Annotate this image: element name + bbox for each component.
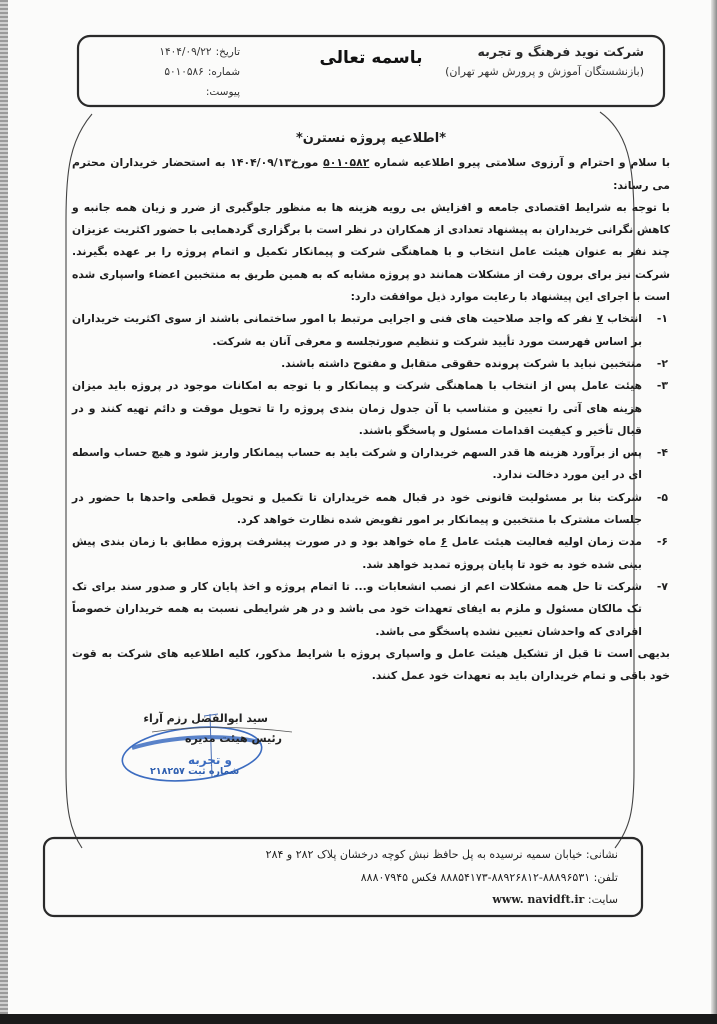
website-line xyxy=(492,893,618,906)
item-number: ۷- xyxy=(656,579,668,593)
item-number: ۵- xyxy=(656,490,668,504)
address-text: خیابان سمیه نرسیده به پل حافظ نبش کوچه درخشان پلاک ۲۸۲ و ۲۸۴ xyxy=(265,848,583,861)
item-text xyxy=(72,308,642,353)
signatory-name: سید ابوالفضل رزم آراء xyxy=(143,712,268,725)
letter-meta xyxy=(90,42,240,102)
main-paragraph: با توجه به شرایط اقتصادی جامعه و افزایش بی رویه هزینه ها به منظور جلوگیری از ضرر و زیان همه جانبه و کاهش نگرانی خریداران به پیشنهاد تعدادی از همکاران در نظر است با برگزاری گردهمایی با حضور اکثریت عزیزان چند نفر به عنوان هیئت عامل انتخاب و با هماهنگی شرکت و پیمانکار تکمیل و اتمام پروژه را بر عهده بگیرند. شرکت نیز برای برون رفت از مشکلات همانند دو پروژه مشابه که به همین طریق به منتخبین اعضاء واسپاری شده است با اجرای این پیشنهاد با رعایت موارد ذیل موافقت دارد: xyxy=(72,200,670,304)
address-line xyxy=(266,848,618,861)
intro-after: مورخ۱۴۰۴/۰۹/۱۳ به استحضار خریداران محترم می رساند: xyxy=(72,156,670,192)
phone-line xyxy=(361,871,618,884)
date-row xyxy=(90,42,240,62)
list-item xyxy=(72,487,670,532)
number-label: شماره: xyxy=(207,66,240,78)
letter-body xyxy=(72,128,670,687)
attachment-row xyxy=(90,82,240,102)
basmala-heading: باسمه تعالی xyxy=(319,48,423,68)
conditions-list xyxy=(72,308,670,642)
list-item xyxy=(72,442,670,487)
closing-paragraph: بدیهی است تا قبل از تشکیل هیئت عامل و واسپاری پروژه با شرایط مذکور، کلیه اطلاعیه های شرکت به قوت خود باقی و تمام خریداران باید به تعهدات خود عمل کنند. xyxy=(72,646,670,683)
fax-number: ۸۸۸۰۷۹۴۵ xyxy=(360,871,409,884)
company-subtitle: (بازنشستگان آموزش و پرورش شهر تهران) xyxy=(445,65,644,78)
intro-before: با سلام و احترام و آرزوی سلامتی پیرو اطلاعیه شماره xyxy=(369,156,670,170)
item-underlined: ۶ xyxy=(440,535,448,549)
item-text-part: انتخاب xyxy=(603,312,643,326)
item-text-part: نفر که واجد صلاحیت های فنی و اجرایی مرتبط با امور ساختمانی باشند از سوی اکثریت خریداران بر اساس فهرست مورد تأیید شرکت و تنظیم صورتجلسه و معرفی آنان به شرکت. xyxy=(72,312,642,348)
attachment-label: پیوست: xyxy=(205,86,240,98)
stamp-text: و تجربه xyxy=(187,753,233,767)
item-underlined: ۷ xyxy=(596,312,604,326)
signatory-title: رئیس هیئت مدیره xyxy=(184,732,282,745)
reference-number: ۵۰۱۰۵۸۲ xyxy=(323,156,370,170)
signature-block xyxy=(92,708,302,788)
date-label: تاریخ: xyxy=(215,46,240,58)
stamp-registration-number: شماره ثبت ۲۱۸۲۵۷ xyxy=(150,766,240,777)
list-item xyxy=(72,576,670,643)
item-number: ۶- xyxy=(656,535,668,549)
number-row xyxy=(90,62,240,82)
item-number: ۳- xyxy=(656,379,668,393)
phone-numbers: ۸۸۸۹۶۵۳۱-۸۸۹۲۶۸۱۲-۸۸۸۵۴۱۷۳ xyxy=(440,871,591,884)
list-item xyxy=(72,531,670,576)
list-item xyxy=(72,375,670,442)
item-text: شرکت بنا بر مسئولیت قانونی خود در قبال همه خریداران تا تکمیل و تحویل قطعی واحدها با حضور در جلسات مشترک با منتخبین و پیمانکار بر امور تفویض شده نظارت خواهد کرد. xyxy=(72,490,642,527)
site-label: سایت: xyxy=(587,893,618,906)
scan-bottom-edge xyxy=(0,1014,717,1024)
intro-paragraph xyxy=(72,152,670,197)
letterhead-footer xyxy=(44,838,642,916)
item-text: پس از برآورد هزینه ها قدر السهم خریداران و شرکت باید به حساب پیمانکار واریز شود و هیچ حساب واسطه ای در این مورد دخالت ندارد. xyxy=(72,446,642,482)
date-value: ۱۴۰۴/۰۹/۲۲ xyxy=(159,46,212,58)
item-text xyxy=(72,531,642,576)
item-text: هیئت عامل پس از انتخاب با هماهنگی شرکت و پیمانکار و با توجه به امکانات موجود در پروژه باید میزان هزینه های آتی را تعیین و متناسب با آن جدول زمان بندی پروژه را تا تحویل موقت و دائم تهیه کنند و در قبال تأخیر و کیفیت اقدامات مسئول و پاسخگو باشند. xyxy=(72,379,642,437)
item-text-part: مدت زمان اولیه فعالیت هیئت عامل xyxy=(447,535,642,549)
list-item xyxy=(72,353,670,375)
item-number: ۴- xyxy=(656,446,668,460)
letterhead xyxy=(78,36,664,106)
address-label: نشانی: xyxy=(585,848,618,861)
website-link[interactable]: www. navidft.ir xyxy=(492,893,585,906)
item-number: ۱- xyxy=(656,312,668,326)
phone-label: تلفن: xyxy=(593,871,618,884)
number-value: ۵۰۱۰۵۸۶ xyxy=(164,66,204,78)
scan-right-edge xyxy=(711,0,717,1024)
scan-left-edge xyxy=(0,0,8,1024)
item-number: ۲- xyxy=(656,356,668,370)
announcement-title: *اطلاعیه پروژه نسترن* xyxy=(295,131,447,146)
item-text: شرکت تا حل همه مشکلات اعم از نصب انشعابات و... تا اتمام پروژه و اخذ پایان کار و صدور سند برای تک تک مالکان مسئول و ملزم به ایفای تعهدات خود می باشد و در هر شرایطی نسبت به همه خریداران خصوصاً افرادی که واحدشان تعیین نشده پاسخگو می باشد. xyxy=(72,579,642,638)
fax-label: فکس xyxy=(411,871,437,884)
list-item xyxy=(72,308,670,353)
item-text: منتخبین نباید با شرکت پرونده حقوقی متقابل و مفتوح داشته باشند. xyxy=(281,356,642,370)
company-name: شرکت نوید فرهنگ و تجربه xyxy=(477,44,644,59)
company-block xyxy=(445,44,644,78)
item-text-part: ماه خواهد بود و در صورت پیشرفت پروژه مطابق با زمان بندی پیش بینی شده خود به خود تا پایان پروژه تمدید خواهد شد. xyxy=(72,535,642,571)
